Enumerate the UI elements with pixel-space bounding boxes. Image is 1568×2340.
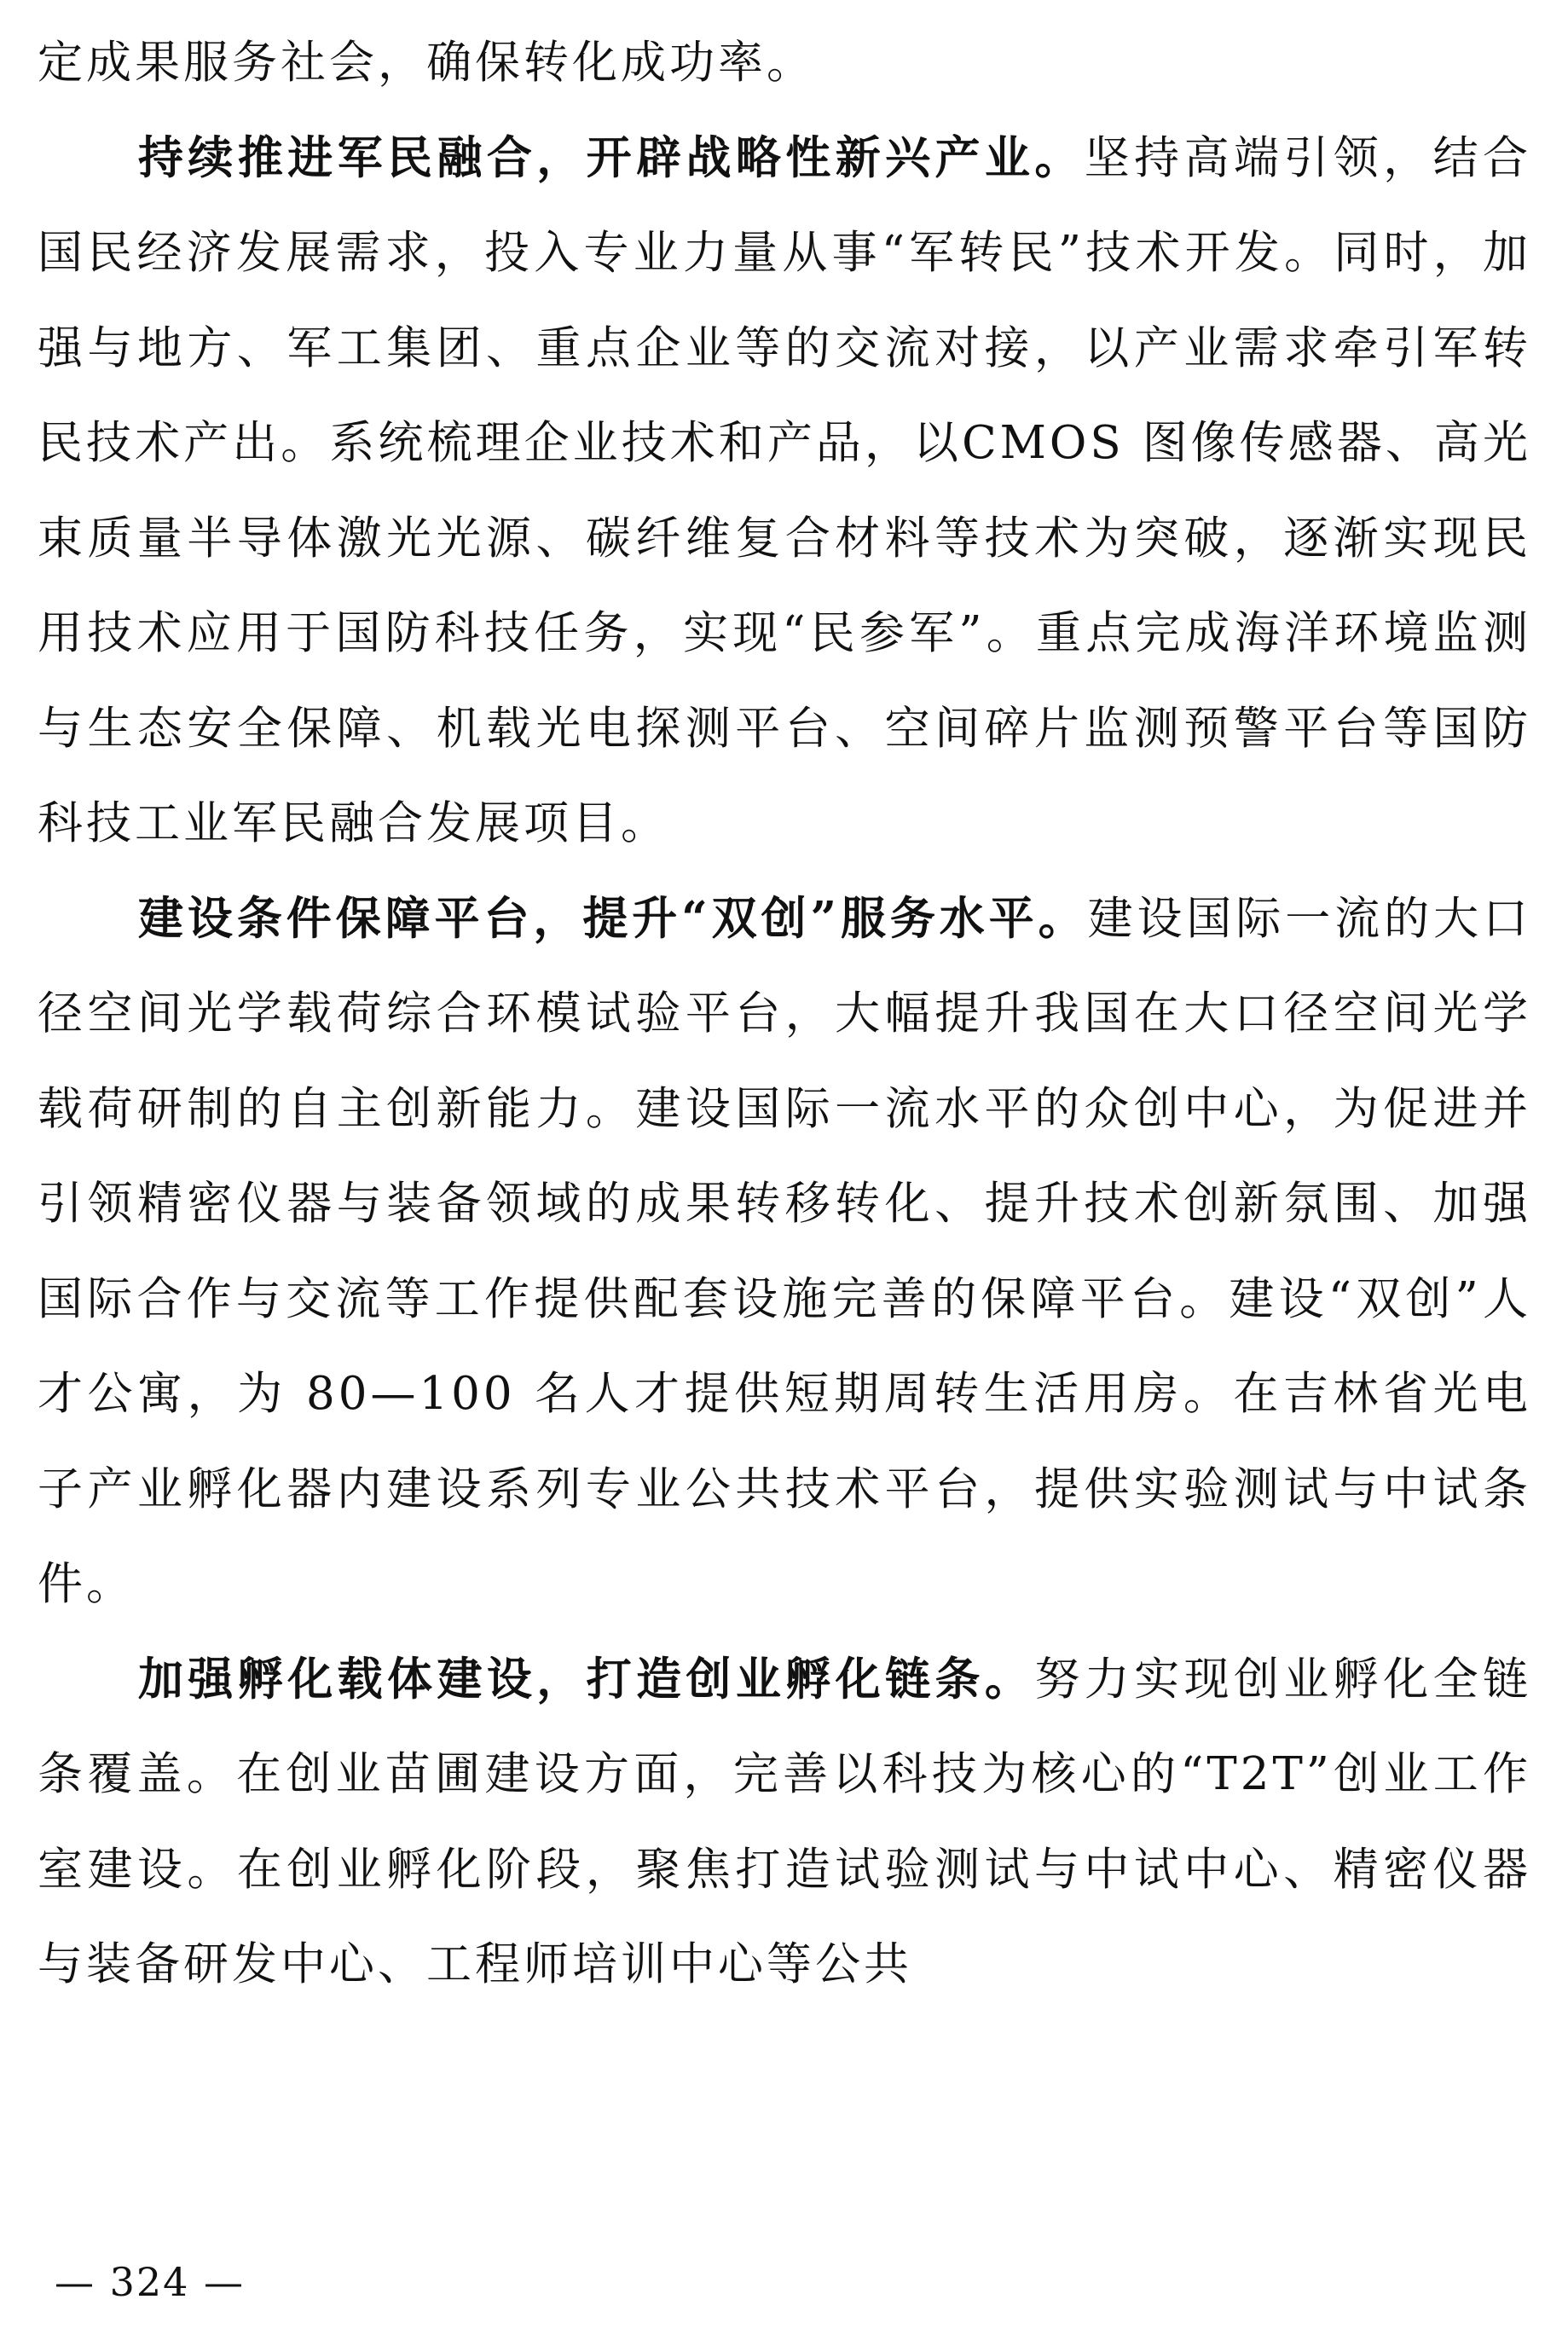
paragraph-4-text: 努力实现创业孵化全链条覆盖。在创业苗圃建设方面，完善以科技为核心的“T2T”创业工作室建设。在创业孵化阶段，聚焦打造试验测试与中试中心、精密仪器与装备研发中心、工程师培训中心等公共 [38,1653,1532,1990]
paragraph-2-text: 坚持高端引领，结合国民经济发展需求，投入专业力量从事“军转民”技术开发。同时，加强与地方、军工集团、重点企业等的交流对接，以产业需求牵引军转民技术产出。系统梳理企业技术和产品，以CMOS 图像传感器、高光束质量半导体激光光源、碳纤维复合材料等技术为突破，逐渐实现民用技术应用于国防科技任务，实现“民参军”。重点完成海洋环境监测与生态安全保障、机载光电探测平台、空间碎片监测预警平台等国防科技工业军民融合发展项目。 [38,131,1532,849]
page-number: — 324 — [55,2259,246,2305]
paragraph-3 [38,872,1531,1632]
paragraph-2 [38,111,1531,872]
paragraph-3-lead: 建设条件保障平台，提升“双创”服务水平。 [138,891,1088,945]
paragraph-2-lead: 持续推进军民融合，开辟战略性新兴产业。 [138,130,1085,184]
paragraph-4 [38,1632,1531,2013]
paragraph-1 [38,15,1531,111]
paragraph-1-text: 定成果服务社会，确保转化成功率。 [38,37,815,89]
paragraph-4-lead: 加强孵化载体建设，打造创业孵化链条。 [138,1652,1035,1706]
document-page [38,15,1531,2013]
paragraph-3-text: 建设国际一流的大口径空间光学载荷综合环模试验平台，大幅提升我国在大口径空间光学载荷研制的自主创新能力。建设国际一流水平的众创中心，为促进并引领精密仪器与装备领域的成果转移转化、提升技术创新氛围、加强国际合作与交流等工作提供配套设施完善的保障平台。建设“双创”人才公寓，为 80—100 名人才提供短期周转生活用房。在吉林省光电子产业孵化器内建设系列专业公共技术平台，提供实验测试与中试条件。 [38,892,1531,1610]
